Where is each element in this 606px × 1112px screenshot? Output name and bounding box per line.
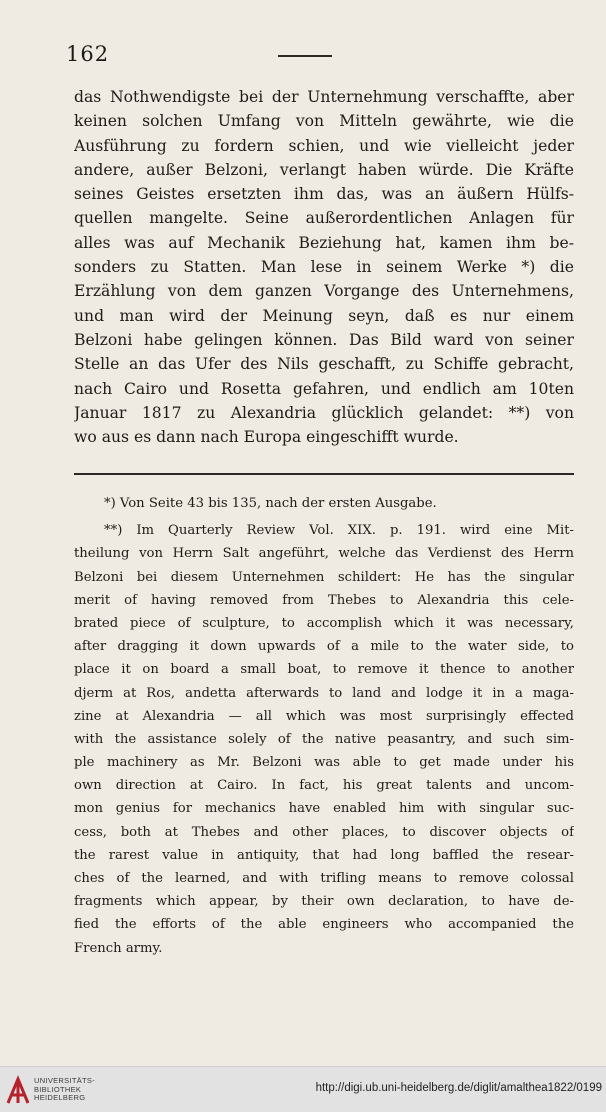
library-name-line: UNIVERSITÄTS- [34, 1076, 95, 1085]
footnotes [74, 492, 574, 960]
text-line: seines Geistes ersetzten ihm das, was an äußern Hülfs- [74, 185, 574, 204]
library-logo-icon [6, 1075, 30, 1105]
footnote-2-line: with the assistance solely of the native peasantry, and such sim- [74, 731, 574, 747]
footnote-1: *) Von Seite 43 bis 135, nach der ersten Ausgabe. [104, 496, 437, 511]
footnote-rule [74, 473, 574, 475]
text-line: und man wird der Meinung seyn, daß es nur einem [74, 306, 574, 325]
footnote-2-line: merit of having removed from Thebes to Alexandria this cele- [74, 592, 574, 608]
text-line: Belzoni habe gelingen können. Das Bild ward von seiner [74, 330, 574, 349]
library-name-line: BIBLIOTHEK [34, 1084, 82, 1094]
footnote-2-line: **) Im Quarterly Review Vol. XIX. p. 191. wird eine Mit- [104, 523, 574, 539]
viewer-footer [0, 1066, 606, 1112]
footnote-2-line: French army. [74, 940, 163, 956]
footnote-2-line: the rarest value in antiquity, that had long baffled the resear- [74, 847, 574, 863]
main-text [74, 85, 574, 449]
text-line: wo aus es dann nach Europa eingeschifft wurde. [74, 428, 459, 447]
text-line: Ausführung zu fordern schien, und wie vielleicht jeder [74, 136, 574, 155]
footnote-2-line: brated piece of sculpture, to accomplish which it was necessary, [74, 615, 574, 631]
page-number: 162 [66, 42, 110, 66]
footnote-2-line: fied the efforts of the able engineers who accompanied the [74, 917, 574, 933]
footnote-2-line: zine at Alexandria — all which was most surprisingly effected [74, 708, 574, 724]
header-rule [278, 55, 332, 57]
footnote-2-line: fragments which appear, by their own declaration, to have de- [74, 894, 574, 910]
text-line: quellen mangelte. Seine außerordentlichen Anlagen für [74, 209, 574, 228]
text-line: Stelle an das Ufer des Nils geschafft, zu Schiffe gebracht, [74, 355, 574, 374]
permalink-url[interactable]: http://digi.ub.uni-heidelberg.de/diglit/amalthea1822/0199 [315, 1082, 602, 1094]
text-line: Erzählung von dem ganzen Vorgange des Unternehmens, [74, 282, 574, 301]
text-line: Januar 1817 zu Alexandria glücklich gelandet: **) von [74, 403, 574, 422]
footnote-2-line: cess, both at Thebes and other places, to discover objects of [74, 824, 574, 840]
footnote-2-line: theilung von Herrn Salt angeführt, welche das Verdienst des Herrn [74, 546, 574, 562]
library-name [34, 1077, 95, 1103]
footnote-2-line: mon genius for mechanics have enabled him with singular suc- [74, 801, 574, 817]
footnote-2-line: ches of the learned, and with trifling means to remove colossal [74, 871, 574, 886]
footnote-2-line: ple machinery as Mr. Belzoni was able to get made under his [74, 755, 574, 771]
text-line: alles was auf Mechanik Beziehung hat, kamen ihm be- [74, 233, 574, 252]
text-line: nach Cairo und Rosetta gefahren, und endlich am 10ten [74, 379, 574, 398]
footnote-2-line: own direction at Cairo. In fact, his great talents and uncom- [74, 778, 574, 794]
text-line: keinen solchen Umfang von Mitteln gewährte, wie die [74, 112, 574, 131]
footnote-2-line: after dragging it down upwards of a mile to the water side, to [74, 639, 574, 655]
footnote-2-line: djerm at Ros, andetta afterwards to land and lodge it in a maga- [74, 685, 574, 701]
text-line: andere, außer Belzoni, verlangt haben würde. Die Kräfte [74, 160, 574, 179]
library-name-line: HEIDELBERG [34, 1093, 86, 1102]
text-line: das Nothwendigste bei der Unternehmung verschaffte, aber [74, 88, 574, 106]
text-line: sonders zu Statten. Man lese in seinem Werke *) die [74, 258, 574, 277]
footnote-2-line: Belzoni bei diesem Unternehmen schildert: He has the singular [74, 569, 574, 585]
footnote-2-line: place it on board a small boat, to remove it thence to another [74, 662, 574, 678]
